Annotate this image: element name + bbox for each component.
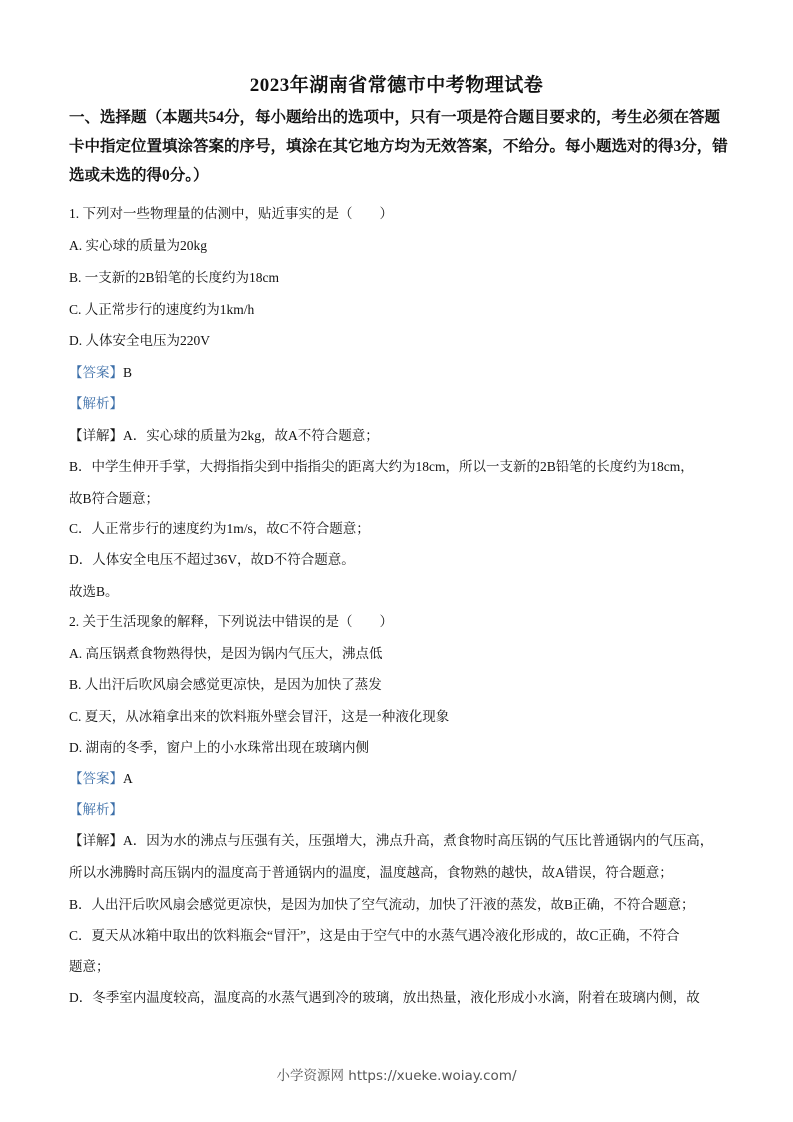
- question-1-analysis-label: 【解析】: [69, 396, 123, 411]
- section-heading: 一、选择题（本题共54分，每小题给出的选项中，只有一项是符合题目要求的，考生必须在答题卡中指定位置填涂答案的序号，填涂在其它地方均为无效答案，不给分。每小题选对的得3分，错选或未选的得0分。）: [69, 109, 728, 184]
- question-1-option-a: A. 实心球的质量为20kg: [69, 238, 207, 253]
- footer-watermark: 小学资源网 https://xueke.woiay.com/: [276, 1068, 517, 1084]
- question-2-option-a: A. 高压锅煮食物熟得快，是因为锅内气压大，沸点低: [69, 646, 383, 661]
- question-2-analysis-label: 【解析】: [69, 802, 123, 817]
- question-1-answer: [69, 361, 132, 381]
- answer-value: B: [123, 365, 133, 380]
- detail-text: A．实心球的质量为2kg，故A不符合题意；: [123, 428, 379, 443]
- question-1-conclusion: 故选B。: [69, 584, 119, 599]
- question-2-option-b: B. 人出汗后吹风扇会感觉更凉快，是因为加快了蒸发: [69, 677, 382, 692]
- question-1-detail-line: [69, 424, 379, 444]
- question-2-detail-line: [69, 829, 713, 849]
- detail-label: 【详解】: [69, 428, 123, 443]
- question-2-answer: [69, 767, 133, 787]
- answer-label: 【答案】: [69, 365, 123, 380]
- question-1-option-c: C. 人正常步行的速度约为1km/h: [69, 302, 255, 317]
- answer-label: 【答案】: [69, 771, 123, 786]
- detail-label: 【详解】: [69, 833, 123, 848]
- question-1-detail-line: D．人体安全电压不超过36V，故D不符合题意。: [69, 552, 355, 567]
- question-2-detail-line: 所以水沸腾时高压锅内的温度高于普通锅内的温度，温度越高，食物熟的越快，故A错误，符合题意；: [69, 865, 673, 880]
- question-2-detail-line: D．冬季室内温度较高，温度高的水蒸气遇到冷的玻璃，放出热量，液化形成小水滴，附着在玻璃内侧，故: [69, 990, 700, 1005]
- question-2-option-c: C. 夏天，从冰箱拿出来的饮料瓶外壁会冒汗，这是一种液化现象: [69, 709, 450, 724]
- question-1-stem: 1. 下列对一些物理量的估测中，贴近事实的是（ ）: [69, 206, 393, 221]
- page-title: 2023年湖南省常德市中考物理试卷: [249, 75, 544, 96]
- question-2-detail-line: 题意；: [69, 959, 110, 974]
- question-1-detail-line: B．中学生伸开手掌，大拇指指尖到中指指尖的距离大约为18cm，所以一支新的2B铅笔的长度约为18cm，: [69, 459, 694, 474]
- question-2-option-d: D. 湖南的冬季，窗户上的小水珠常出现在玻璃内侧: [69, 740, 369, 755]
- question-1-detail-line: 故B符合题意；: [69, 491, 160, 506]
- question-2-detail-line: B．人出汗后吹风扇会感觉更凉快，是因为加快了空气流动，加快了汗液的蒸发，故B正确，不符合题意；: [69, 897, 695, 912]
- question-2-detail-line: C．夏天从冰箱中取出的饮料瓶会“冒汗”，这是由于空气中的水蒸气遇冷液化形成的，故C正确，不符合: [69, 928, 680, 943]
- question-1-option-b: B. 一支新的2B铅笔的长度约为18cm: [69, 270, 280, 285]
- question-2-stem: 2. 关于生活现象的解释，下列说法中错误的是（ ）: [69, 614, 393, 629]
- question-1-detail-line: C．人正常步行的速度约为1m/s，故C不符合题意；: [69, 521, 370, 536]
- answer-value: A: [123, 771, 133, 786]
- question-1-option-d: D. 人体安全电压为220V: [69, 333, 210, 348]
- detail-text: A．因为水的沸点与压强有关，压强增大，沸点升高，煮食物时高压锅的气压比普通锅内的气压高，: [123, 833, 714, 848]
